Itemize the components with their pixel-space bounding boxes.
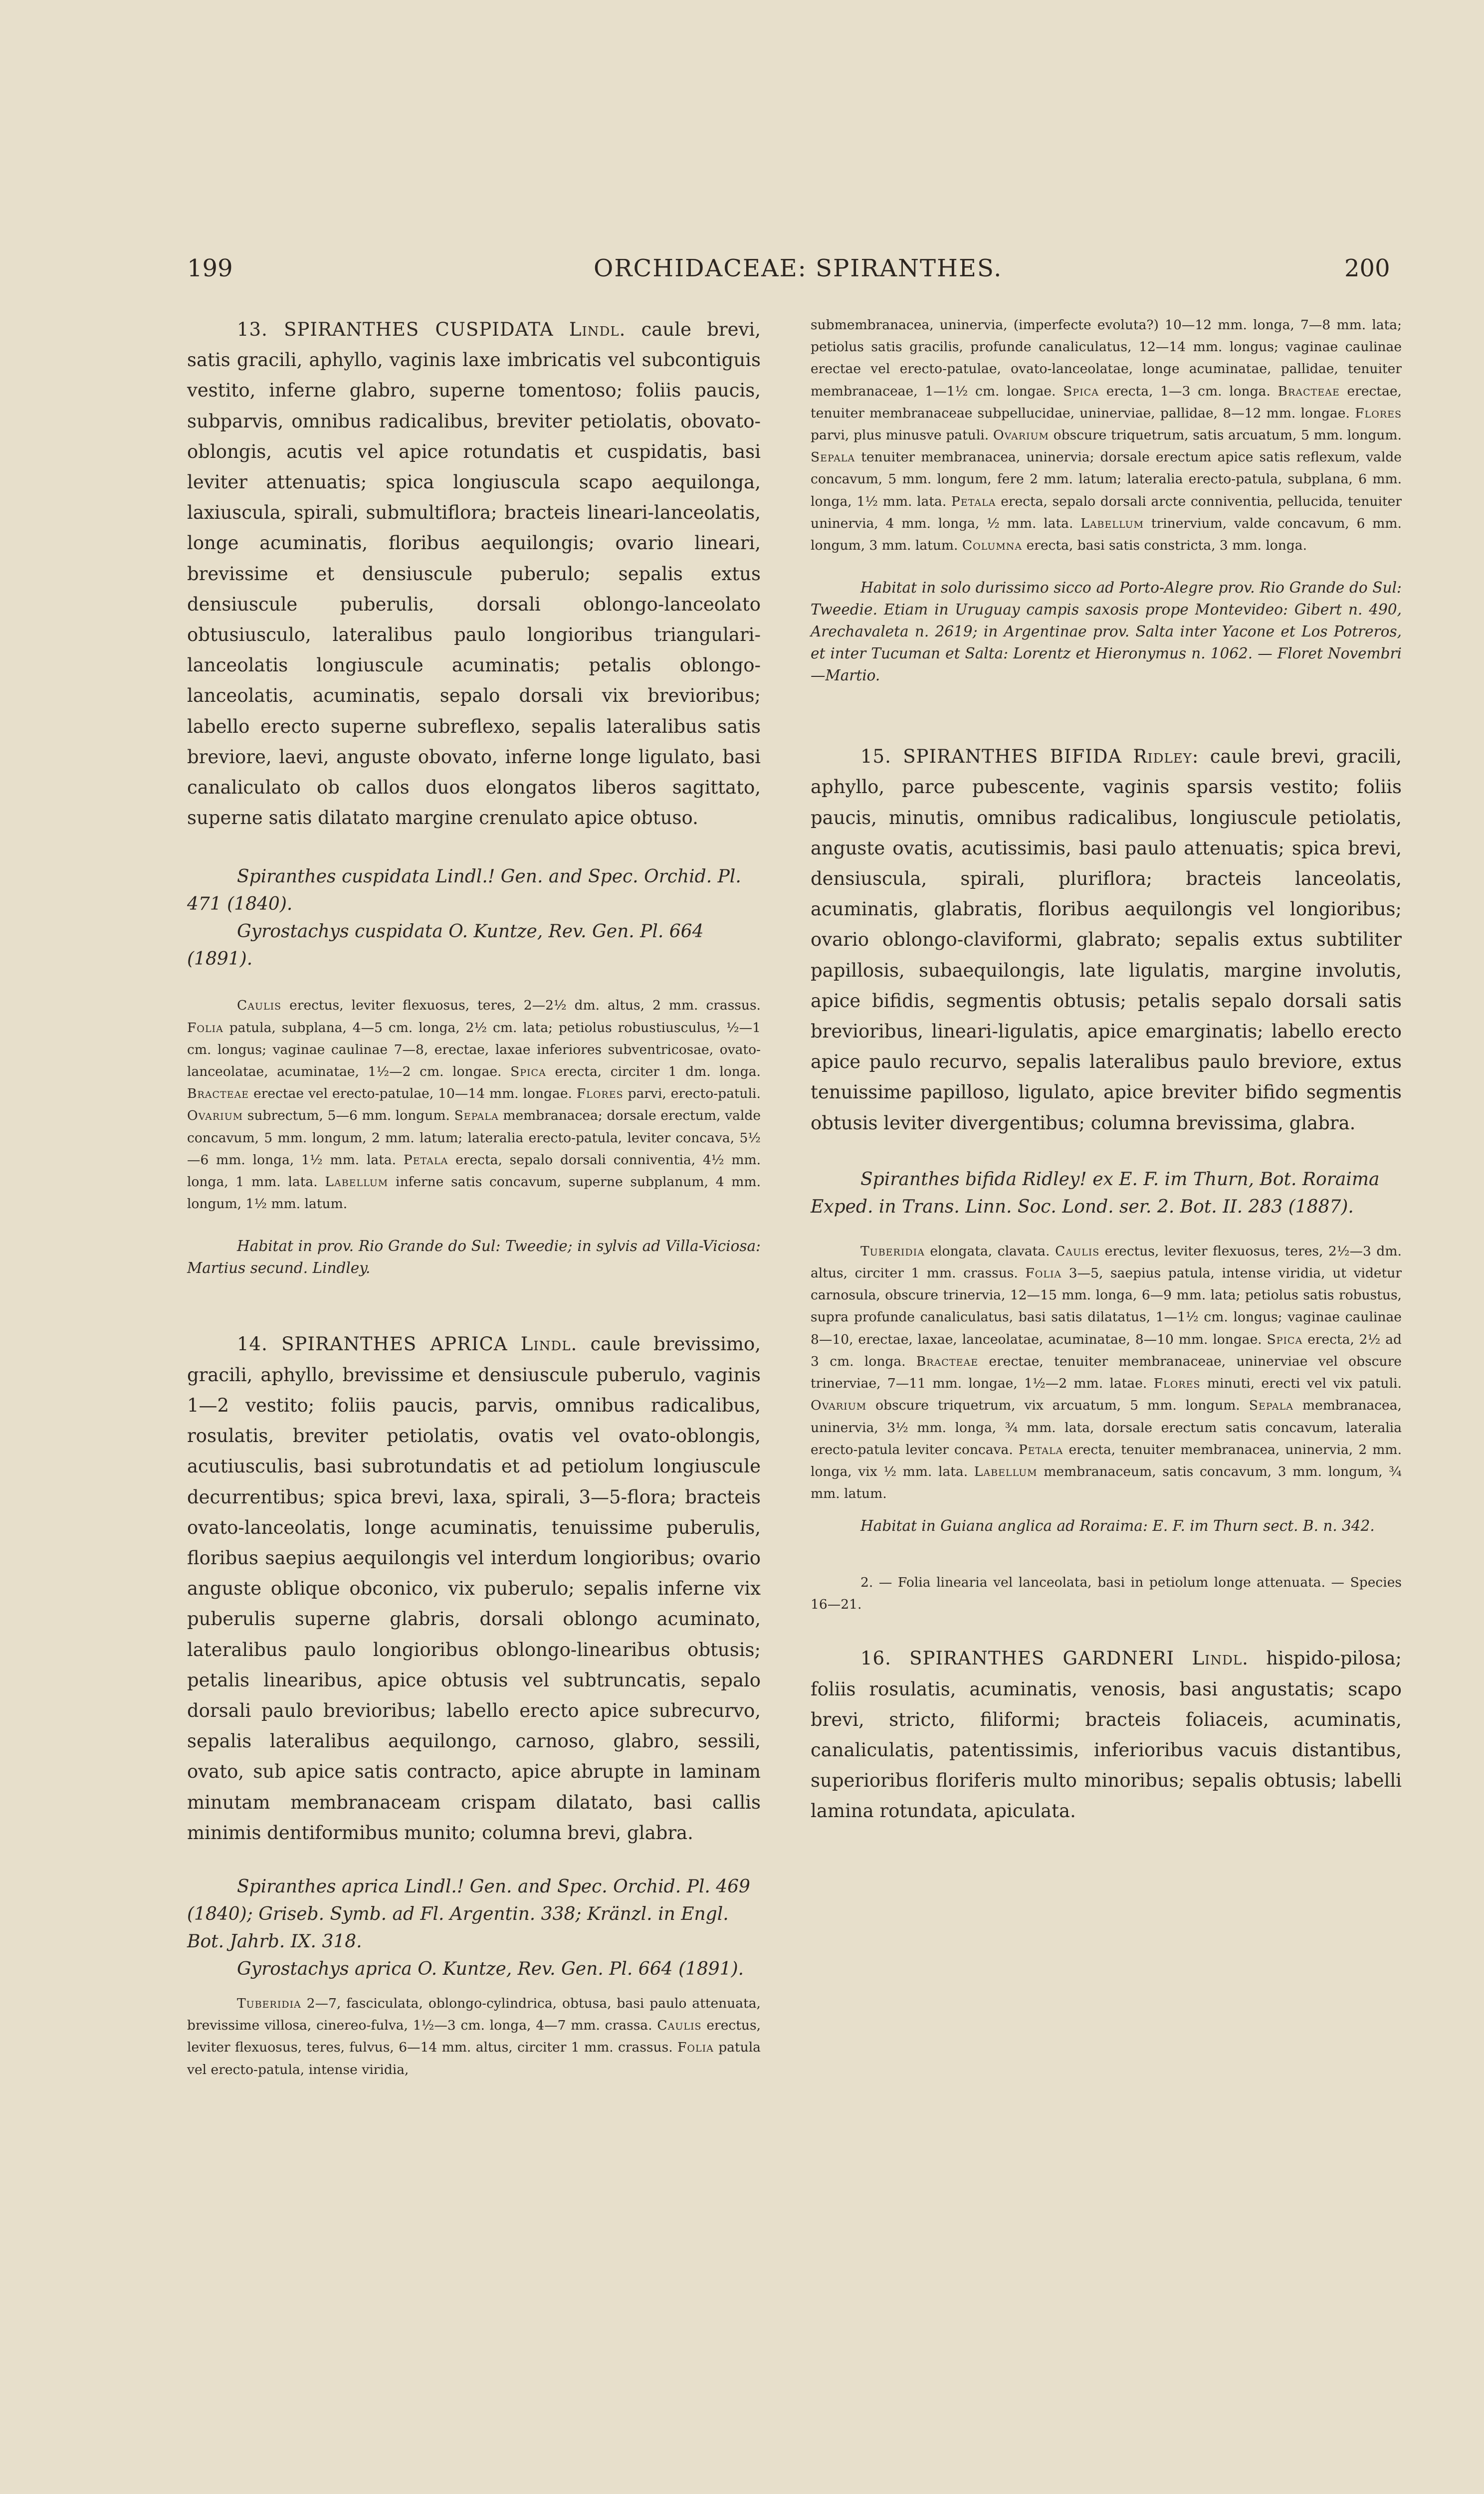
species-13-author: Lindl.: [569, 319, 626, 340]
species-14-author: Lindl.: [520, 1333, 578, 1355]
species-16-description: [811, 1643, 1402, 1826]
species-16-author: Lindl.: [1192, 1648, 1249, 1669]
page-number-left: 199: [187, 254, 233, 282]
group-note: 2. — Folia linearia vel lanceolata, basi in petiolum longe attenuata. — Species 16—21.: [811, 1575, 1402, 1613]
species-15-details: Tuberidia elongata, clavata. Caulis erectus, leviter flexuosus, teres, 2½—3 dm. altus, circiter 1 mm. crassus. Folia 3—5, saepius patula, intense viridia, ut videtur carnosula, obscure trinervia, 12—15 mm. longa, 6—9 mm. lata; petiolus satis robustus, supra profunde canaliculatus, basi satis dilatatus, 1—1½ cm. longus; vaginae caulinae 8—10, erectae, laxae, lanceolatae, acuminatae, 8—10 mm. longae. Spica erecta, 2½ ad 3 cm. longa. Bracteae erectae, tenuiter membranaceae, uninerviae vel obscure trinerviae, 7—11 mm. longae, 1½—2 mm. latae. Flores minuti, erecti vel vix patuli. Ovarium obscure triquetrum, vix arcuatum, 5 mm. longum. Sepala membranacea, uninervia, 3½ mm. longa, ¾ mm. lata, dorsale erectum satis concavum, lateralia erecto-patula leviter concava. Petala erecta, tenuiter membranacea, uninervia, 2 mm. longa, vix ½ mm. lata. Labellum membranaceum, satis concavum, 3 mm. longum, ¾ mm. latum.: [811, 1243, 1402, 1502]
species-13-details: Caulis erectus, leviter flexuosus, teres, 2—2½ dm. altus, 2 mm. crassus. Folia patula, subplana, 4—5 cm. longa, 2½ cm. lata; petiolus robustiusculus, ½—1 cm. longus; vaginae caulinae 7—8, erectae, laxae inferiores subventricosae, ovato-lanceolatae, acuminatae, 1½—2 cm. longae. Spica erecta, circiter 1 dm. longa. Bracteae erectae vel erecto-patulae, 10—14 mm. longae. Flores parvi, erecto-patuli. Ovarium subrectum, 5—6 mm. longum. Sepala membranacea; dorsale erectum, valde concavum, 5 mm. longum, 2 mm. latum; lateralia erecto-patula, leviter concava, 5½—6 mm. longa, 1½ mm. lata. Petala erecta, sepalo dorsali conniventia, 4½ mm. longa, 1 mm. lata. Labellum inferne satis concavum, superne subplanum, 4 mm. longum, 1½ mm. latum.: [187, 998, 761, 1212]
species-14-citation-1: Spiranthes aprica Lindl.! Gen. and Spec. Orchid. Pl. 469 (1840); Griseb. Symb. ad Fl. Argentin. 338; Kränzl. in Engl. Bot. Jahrb. IX. 318.: [187, 1876, 750, 1952]
species-14-details: Tuberidia 2—7, fasciculata, oblongo-cylindrica, obtusa, basi paulo attenuata, brevissime villosa, cinereo-fulva, 1½—3 cm. longa, 4—7 mm. crassa. Caulis erectus, leviter flexuosus, teres, fulvus, 6—14 mm. altus, circiter 1 mm. crassus. Folia patula vel erecto-patula, intense viridia,: [187, 1995, 761, 2078]
species-14-description: [187, 1329, 761, 1848]
species-15-title: 15. SPIRANTHES BIFIDA: [860, 746, 1122, 768]
species-15-habitat: Habitat in Guiana anglica ad Roraima: E. F. im Thurn sect. B. n. 342.: [860, 1517, 1375, 1535]
species-13-text: caule brevi, satis gracili, aphyllo, vaginis laxe imbricatis vel subcontiguis vestito, inferne glabro, superne tomentoso; foliis paucis, subparvis, omnibus radicalibus, breviter petiolatis, obovato-oblongis, acutis vel apice rotundatis et cuspidatis, basi leviter attenuatis; spica longiuscula scapo aequilonga, laxiuscula, spirali, submultiflora; bracteis lineari-lanceolatis, longe acuminatis, floribus aequilongis; ovario lineari, brevissime et densiuscule puberulo; sepalis extus densiuscule puberulis, dorsali oblongo-lanceolato obtusiusculo, lateralibus paulo longioribus triangulari-lanceolatis longiuscule acuminatis; petalis oblongo-lanceolatis, acuminatis, sepalo dorsali vix brevioribus; labello erecto superne subreflexo, sepalis lateralibus satis breviore, laevi, anguste obovato, inferne longe ligulato, basi canaliculato ob callos duos elongatos liberos sagittato, superne satis dilatato margine crenulato apice obtuso.: [187, 319, 761, 829]
species-14-citation-2: Gyrostachys aprica O. Kuntze, Rev. Gen. Pl. 664 (1891).: [237, 1958, 744, 1979]
species-13-citation-2: Gyrostachys cuspidata O. Kuntze, Rev. Gen. Pl. 664 (1891).: [187, 921, 704, 970]
page-header: [0, 254, 1484, 294]
species-15-text: caule brevi, gracili, aphyllo, parce pubescente, vaginis sparsis vestito; foliis paucis, minutis, omnibus radicalibus, longiuscule petiolatis, anguste ovatis, acutissimis, basi paulo attenuatis; spica brevi, densiuscula, spirali, pluriflora; bracteis lanceolatis, acuminatis, glabratis, floribus aequilongis vel longioribus; ovario oblongo-claviformi, glabrato; sepalis extus subtiliter papillosis, subaequilongis, late ligulatis, margine involutis, apice bifidis, segmentis obtusis; petalis sepalo dorsali satis brevioribus, lineari-ligulatis, apice emarginatis; labello erecto apice paulo recurvo, sepalis lateralibus paulo breviore, extus tenuissime papilloso, ligulato, apice breviter bifido segmentis obtusis leviter divergentibus; columna brevissima, glabra.: [811, 746, 1402, 1134]
species-13-citation-1: Spiranthes cuspidata Lindl.! Gen. and Spec. Orchid. Pl. 471 (1840).: [187, 866, 741, 915]
right-column: [811, 314, 1402, 1827]
species-16-title: 16. SPIRANTHES GARDNERI: [860, 1648, 1175, 1669]
running-title: ORCHIDACEAE: SPIRANTHES.: [594, 254, 1003, 282]
species-14-text: caule brevissimo, gracili, aphyllo, brevissime et densiuscule puberulo, vaginis 1—2 vestito; foliis paucis, parvis, omnibus radicalibus, rosulatis, breviter petiolatis, ovatis vel ovato-oblongis, acutiusculis, basi subrotundatis et ad petiolum longiuscule decurrentibus; spica brevi, laxa, spirali, 3—5-flora; bracteis ovato-lanceolatis, longe acuminatis, tenuissime puberulis, floribus saepius aequilongis vel interdum longioribus; ovario anguste oblique obconico, vix puberulo; sepalis inferne vix puberulis superne glabris, dorsali oblongo acuminato, lateralibus paulo longioribus oblongo-linearibus obtusis; petalis linearibus, apice obtusis vel subtruncatis, sepalo dorsali paulo brevioribus; labello erecto apice subrecurvo, sepalis lateralibus aequilongo, carnoso, glabro, sessili, ovato, sub apice satis contracto, apice abrupte in laminam minutam membranaceam crispam dilatato, basi callis minimis dentiformibus munito; columna brevi, glabra.: [187, 1333, 761, 1844]
left-column: [187, 314, 761, 2081]
species-15-author: Ridley:: [1133, 746, 1199, 768]
species-15-description: [811, 741, 1402, 1138]
species-13-description: [187, 314, 761, 833]
species-14-details-continued: submembranacea, uninervia, (imperfecte evoluta?) 10—12 mm. longa, 7—8 mm. lata; petiolus satis gracilis, profunde canaliculatus, 12—14 mm. longus; vaginae caulinae erectae vel erecto-patulae, ovato-lanceolatae, longe acuminatae, pallidae, tenuiter membranaceae, 1—1½ cm. longae. Spica erecta, 1—3 cm. longa. Bracteae erectae, tenuiter membranaceae subpellucidae, uninerviae, pallidae, 8—12 mm. longae. Flores parvi, plus minusve patuli. Ovarium obscure triquetrum, satis arcuatum, 5 mm. longum. Sepala tenuiter membranacea, uninervia; dorsale erectum apice satis reflexum, valde concavum, 5 mm. longum, fere 2 mm. latum; lateralia erecto-patula, subplana, 6 mm. longa, 1½ mm. lata. Petala erecta, sepalo dorsali arcte conniventia, pellucida, tenuiter uninervia, 4 mm. longa, ½ mm. lata. Labellum trinervium, valde concavum, 6 mm. longum, 3 mm. latum. Columna erecta, basi satis constricta, 3 mm. longa.: [811, 317, 1402, 554]
species-14-title: 14. SPIRANTHES APRICA: [237, 1333, 508, 1355]
species-13-title: 13. SPIRANTHES CUSPIDATA: [237, 319, 554, 340]
page-number-right: 200: [1344, 254, 1390, 282]
species-16-text: hispido-pilosa; foliis rosulatis, acuminatis, venosis, basi angustatis; scapo brevi, stricto, filiformi; bracteis foliaceis, acuminatis, canaliculatis, patentissimis, inferioribus vacuis distantibus, superioribus floriferis multo minoribus; sepalis obtusis; labelli lamina rotundata, apiculata.: [811, 1648, 1402, 1822]
species-15-citation: Spiranthes bifida Ridley! ex E. F. im Thurn, Bot. Roraima Exped. in Trans. Linn. Soc. Lond. ser. 2. Bot. II. 283 (1887).: [811, 1169, 1380, 1217]
species-13-habitat: Habitat in prov. Rio Grande do Sul: Tweedie; in sylvis ad Villa-Viciosa: Martius secund. Lindley.: [187, 1238, 761, 1277]
species-14-habitat: Habitat in solo durissimo sicco ad Porto-Alegre prov. Rio Grande do Sul: Tweedie. Etiam in Uruguay campis saxosis prope Montevideo: Gibert n. 490, Arechavaleta n. 2619; in Argentinae prov. Salta inter Yacone et Los Potreros, et inter Tucuman et Salta: Lorentz et Hieronymus n. 1062. — Floret Novembri—Martio.: [811, 579, 1402, 684]
